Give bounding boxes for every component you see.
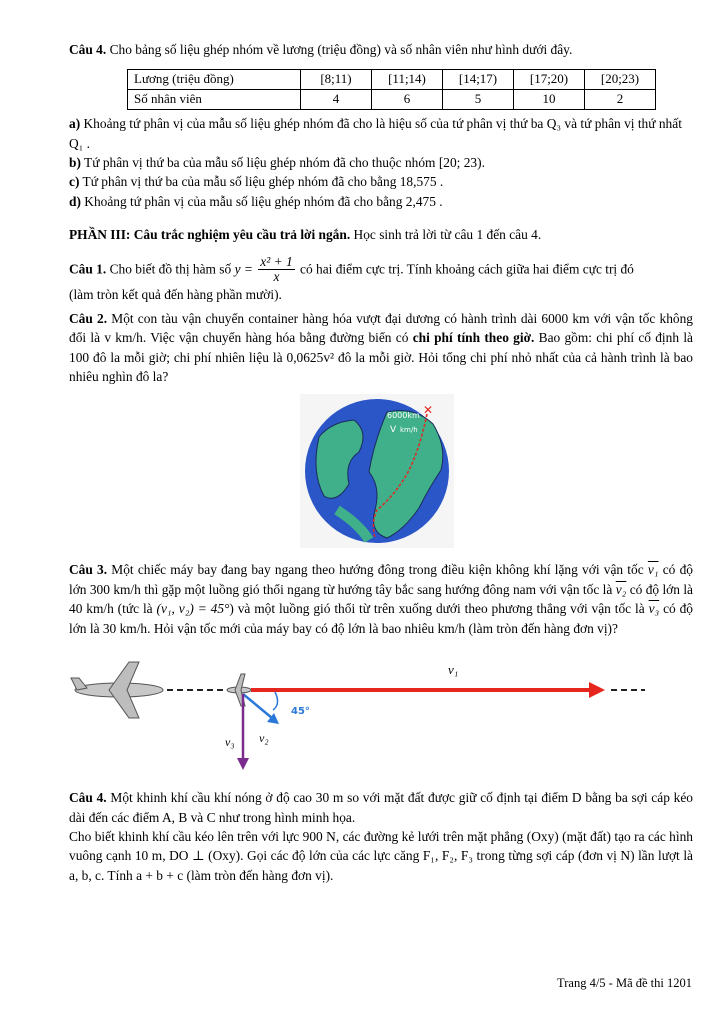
q4-stats-label: Câu 4.: [69, 42, 107, 57]
part3-instruction: Học sinh trả lời từ câu 1 đến câu 4.: [353, 227, 542, 243]
angle-arc: [273, 692, 278, 710]
q1-line: [69, 255, 693, 285]
q2-text: [69, 309, 693, 387]
stats-header-row: [128, 70, 656, 90]
v3-arrowhead: [237, 758, 249, 770]
stats-count-row: [128, 90, 656, 110]
option-text: Tứ phân vị thứ ba của mẫu số liệu ghép nhóm đã cho bằng 18,575 .: [82, 174, 444, 190]
page-content: [69, 40, 693, 885]
q3-text-4: ) và một luồng gió thổi từ trên xuống dưới theo phương thẳng với vận tốc là: [229, 601, 645, 617]
q3-text-1: Một chiếc máy bay đang bay ngang theo hướng đông trong điều kiện không khí lặng với vận tốc: [111, 562, 644, 578]
stats-interval: [14;17): [443, 70, 514, 90]
route-start-mark: ✕: [423, 403, 434, 418]
stats-interval: [11;14): [372, 70, 443, 90]
option-text: Tứ phân vị thứ ba của mẫu số liệu ghép nhóm đã cho thuộc nhóm [20; 23).: [84, 155, 485, 170]
q4-option-d: [69, 192, 693, 211]
q1-text-after: có hai điểm cực trị. Tính khoảng cách giữa hai điểm cực trị đó: [300, 261, 634, 277]
stats-count: 5: [443, 90, 514, 110]
airplane-small-icon: [227, 674, 251, 706]
stats-count: 4: [301, 90, 372, 110]
stats-interval: [20;23): [585, 70, 656, 90]
option-label: d): [69, 193, 81, 209]
q1-func-lhs: y =: [234, 261, 253, 277]
q2-text-1: Một con tàu vận chuyển container hàng hóa vượt đại dương có hành trình dài 6000 km với vận tốc không đổi là v km/h. Việc vận chuyển hàng hóa bằng đường biển có: [69, 310, 693, 346]
part3-heading-line: [69, 225, 693, 244]
stats-count: 2: [585, 90, 656, 110]
q4-balloon-text-1: Một khinh khí cầu khí nóng ở độ cao 30 m so với mặt đất được giữ cố định tại điểm D bằng ba sợi cáp kéo dài đến các điểm A, B và C như trong hình minh họa.: [69, 790, 693, 825]
q1-fraction: [258, 255, 294, 285]
q3-text-3: có độ lớn là 40 km/h (tức là: [69, 581, 693, 617]
q3-label: Câu 3.: [69, 562, 108, 578]
v2-arrow: [243, 694, 272, 718]
q1-line2: (làm tròn kết quả đến hàng phần mười).: [69, 287, 282, 303]
q4-stats-text: Cho bảng số liệu ghép nhóm về lương (triệu đồng) và số nhân viên như hình dưới đây.: [109, 42, 573, 57]
part3-heading: PHẦN III: Câu trắc nghiệm yêu cầu trả lời ngắn.: [69, 227, 351, 243]
stats-count: 6: [372, 90, 443, 110]
option-label: c): [69, 174, 80, 190]
option-text: Khoảng tứ phân vị của mẫu số liệu ghép nhóm đã cho bằng 2,475 .: [84, 193, 443, 209]
stats-interval: [17;20): [514, 70, 585, 90]
q3-v3: v₃: [648, 601, 660, 617]
angle-label: 45°: [291, 706, 310, 718]
q3-v1: v₁: [647, 562, 659, 578]
q2-label: Câu 2.: [69, 310, 108, 326]
q3-text-2: có độ lớn 300 km/h thì gặp một luồng gió thổi ngang từ hướng tây bắc sang hướng đông nam với vận tốc là: [69, 562, 693, 597]
option-label: a): [69, 116, 81, 132]
q3-text: [69, 560, 693, 638]
globe-label-unit: km/h: [400, 426, 418, 435]
q4-stats-intro: [69, 40, 693, 59]
globe-label-distance: 6000km: [387, 411, 420, 421]
globe-figure: [69, 392, 693, 550]
stats-table: [127, 69, 656, 110]
page-footer: Trang 4/5 - Mã đề thi 1201: [557, 976, 692, 990]
q2-text-2: Bao gồm: chi phí cố định là 100 đô la mỗi giờ; chi phí nhiên liệu là 0,0625v² đô la mỗi giờ. Hỏi tổng chi phí nhỏ nhất của cả hành trình là bao nhiêu nghìn đô la?: [69, 330, 693, 384]
q3-v2: v₂: [615, 581, 627, 597]
q1-label: Câu 1.: [69, 261, 107, 277]
v3-label: v₃: [225, 735, 235, 750]
stats-count-label: Số nhân viên: [128, 90, 301, 110]
q3-text-5: có độ lớn là 30 km/h. Hỏi vận tốc mới của máy bay có độ lớn là bao nhiêu km/h (làm tròn đến hàng đơn vị)?: [69, 601, 693, 636]
q4-balloon-text: [69, 788, 693, 827]
airplane-left-icon: [71, 662, 163, 718]
stats-interval: [8;11): [301, 70, 372, 90]
v1-arrowhead: [589, 682, 605, 698]
q4-balloon-label: Câu 4.: [69, 790, 107, 806]
q4-option-c: [69, 172, 693, 191]
q1-text-before: Cho biết đồ thị hàm số: [109, 261, 232, 277]
q1-func-denominator: x: [273, 269, 280, 285]
q2-bold-phrase: chi phí tính theo giờ.: [412, 330, 535, 346]
q3-angle-expr: (v₁, v₂) = 45°: [156, 601, 230, 617]
globe-label-v: V: [390, 425, 397, 436]
v2-label: v₂: [259, 731, 269, 746]
plane-diagram: [69, 654, 693, 774]
q4-balloon-text-2: Cho biết khinh khí cầu kéo lên trên với lực 900 N, các đường kẻ lưới trên mặt phẳng (Oxy) (mặt đất) tạo ra các hình vuông cạnh 10 m, DO ⊥ (Oxy). Gọi các độ lớn của các lực căng F₁, F₂, F₃ trong từng sợi cáp (đơn vị N) lần lượt là a, b, c. Tính a + b + c (làm tròn đến hàng đơn vị).: [69, 829, 693, 883]
stats-count: 10: [514, 90, 585, 110]
q4-option-a: [69, 114, 693, 153]
q4-option-b: [69, 153, 693, 172]
q1-func-numerator: x² + 1: [260, 253, 293, 269]
option-text: Khoảng tứ phân vị của mẫu số liệu ghép nhóm đã cho là hiệu số của tứ phân vị thứ ba Q₃ và tứ phân vị thứ nhất Q₁ .: [69, 116, 682, 151]
option-label: b): [69, 155, 81, 170]
stats-header-label: Lương (triệu đồng): [128, 70, 301, 90]
v1-label: v₁: [448, 662, 459, 678]
